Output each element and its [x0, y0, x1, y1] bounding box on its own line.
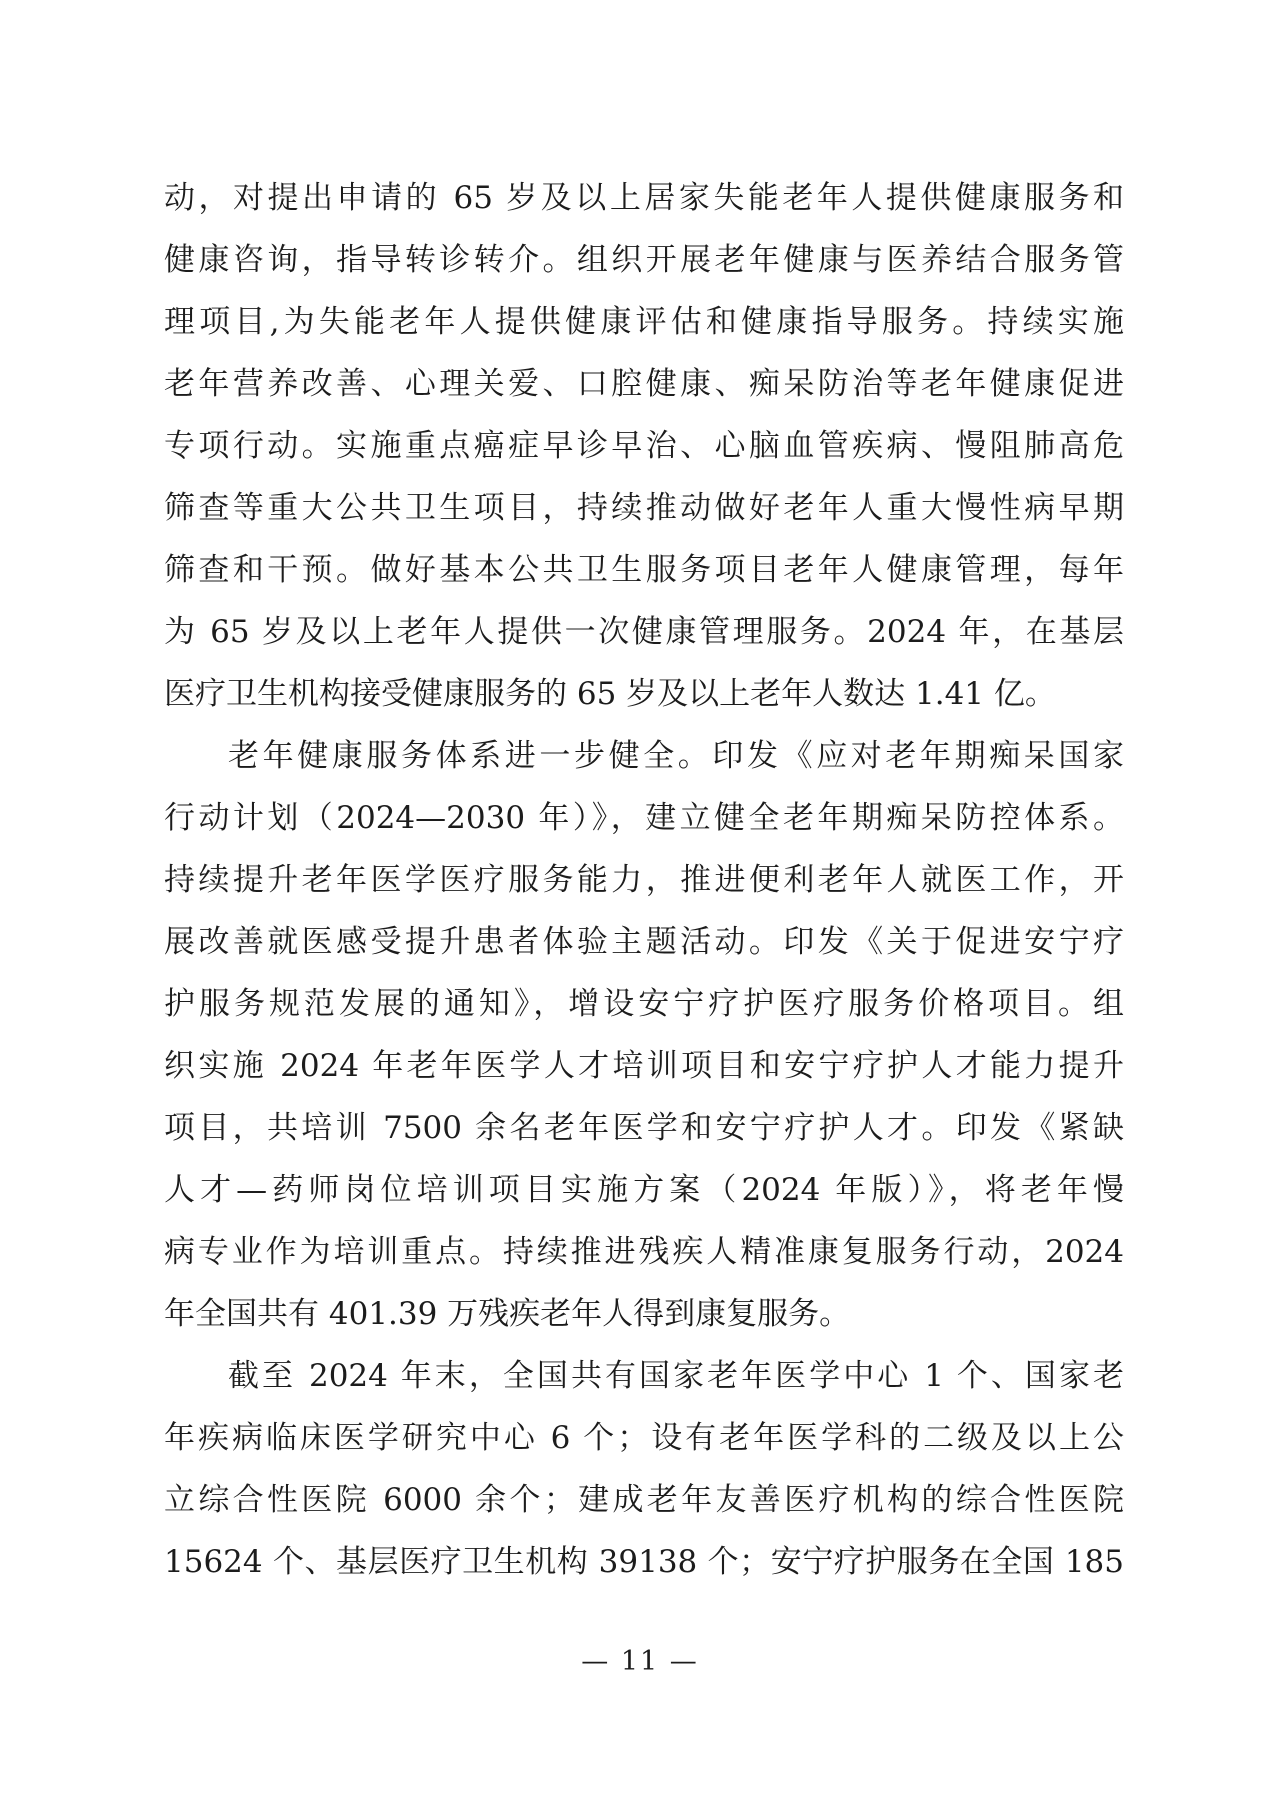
paragraph-1-line-7: 筛查和干预。做好基本公共卫生服务项目老年人健康管理，每年 — [164, 552, 1124, 588]
paragraph-2-line-1: 老年健康服务体系进一步健全。印发《应对老年期痴呆国家 — [228, 738, 1124, 774]
paragraph-1-line-6: 筛查等重大公共卫生项目，持续推动做好老年人重大慢性病早期 — [164, 490, 1124, 526]
paragraph-2-line-5: 护服务规范发展的通知》，增设安宁疗护医疗服务价格项目。组 — [164, 986, 1124, 1022]
paragraph-1-line-1: 动，对提出申请的 65 岁及以上居家失能老年人提供健康服务和 — [164, 180, 1124, 216]
paragraph-1-line-3: 理项目,为失能老年人提供健康评估和健康指导服务。持续实施 — [164, 304, 1124, 340]
paragraph-2-line-8: 人才—药师岗位培训项目实施方案（2024 年版）》，将老年慢 — [164, 1172, 1124, 1208]
paragraph-1-line-9: 医疗卫生机构接受健康服务的 65 岁及以上老年人数达 1.41 亿。 — [164, 676, 1056, 712]
paragraph-1-line-5: 专项行动。实施重点癌症早诊早治、心脑血管疾病、慢阻肺高危 — [164, 428, 1124, 464]
paragraph-2-line-6: 织实施 2024 年老年医学人才培训项目和安宁疗护人才能力提升 — [164, 1048, 1124, 1084]
paragraph-1-line-4: 老年营养改善、心理关爱、口腔健康、痴呆防治等老年健康促进 — [164, 366, 1124, 402]
paragraph-3-line-1: 截至 2024 年末，全国共有国家老年医学中心 1 个、国家老 — [228, 1358, 1124, 1394]
paragraph-3-line-2: 年疾病临床医学研究中心 6 个；设有老年医学科的二级及以上公 — [164, 1420, 1124, 1456]
paragraph-1-line-2: 健康咨询，指导转诊转介。组织开展老年健康与医养结合服务管 — [164, 242, 1124, 278]
paragraph-2-line-7: 项目，共培训 7500 余名老年医学和安宁疗护人才。印发《紧缺 — [164, 1110, 1124, 1146]
paragraph-2-line-9: 病专业作为培训重点。持续推进残疾人精准康复服务行动，2024 — [164, 1234, 1124, 1270]
paragraph-2-line-10: 年全国共有 401.39 万残疾老年人得到康复服务。 — [164, 1296, 851, 1332]
paragraph-3-line-3: 立综合性医院 6000 余个；建成老年友善医疗机构的综合性医院 — [164, 1482, 1124, 1518]
paragraph-2-line-2: 行动计划（2024—2030 年）》，建立健全老年期痴呆防控体系。 — [164, 800, 1124, 836]
paragraph-3-line-4: 15624 个、基层医疗卫生机构 39138 个；安宁疗护服务在全国 185 — [164, 1544, 1124, 1580]
paragraph-2-line-3: 持续提升老年医学医疗服务能力，推进便利老年人就医工作，开 — [164, 862, 1124, 898]
paragraph-1-line-8: 为 65 岁及以上老年人提供一次健康管理服务。2024 年，在基层 — [164, 614, 1124, 650]
paragraph-2-line-4: 展改善就医感受提升患者体验主题活动。印发《关于促进安宁疗 — [164, 924, 1124, 960]
page-number: — 11 — — [581, 1646, 699, 1677]
